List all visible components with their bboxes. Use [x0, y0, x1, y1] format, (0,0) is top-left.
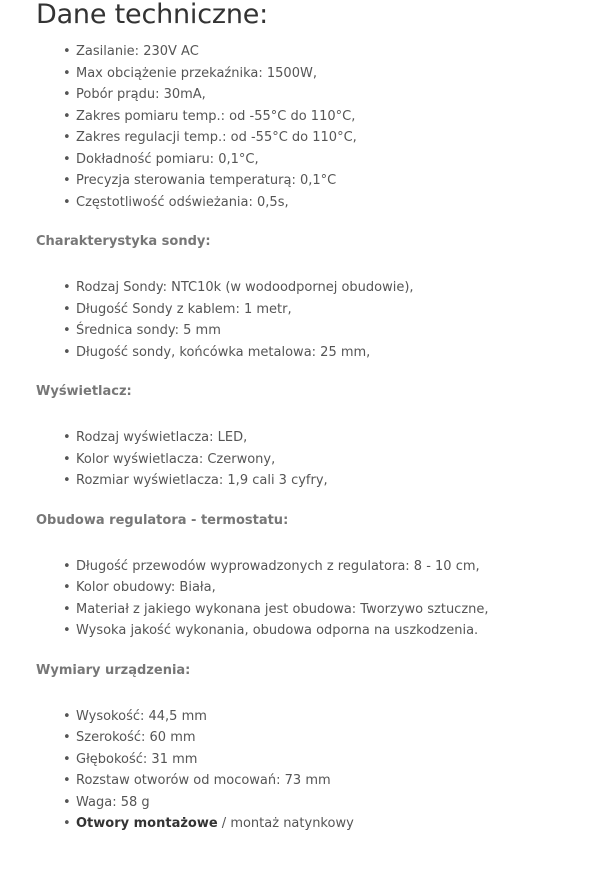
page-title: Dane techniczne: [36, 0, 269, 30]
probe-list [36, 277, 600, 363]
list-item: • Precyzja sterowania temperaturą: 0,1°C [76, 170, 600, 192]
list-item: • Głębokość: 31 mm [76, 749, 600, 771]
section-heading-housing: Obudowa regulatora - termostatu: [36, 512, 289, 528]
list-item-mounting [76, 813, 600, 835]
mounting-label: Otwory montażowe [76, 816, 218, 831]
list-item: • Dokładność pomiaru: 0,1°C, [76, 149, 600, 171]
list-item: • Rodzaj Sondy: NTC10k (w wodoodpornej obudowie), [76, 277, 600, 299]
list-item: • Rozstaw otworów od mocowań: 73 mm [76, 770, 600, 792]
list-item: • Waga: 58 g [76, 792, 600, 814]
intro-list [36, 41, 600, 213]
dimensions-list [36, 706, 600, 835]
list-item: • Zakres pomiaru temp.: od -55°C do 110°C, [76, 106, 600, 128]
list-item: • Zasilanie: 230V AC [76, 41, 600, 63]
list-item: • Rozmiar wyświetlacza: 1,9 cali 3 cyfry, [76, 470, 600, 492]
display-list [36, 427, 600, 492]
list-item: • Wysoka jakość wykonania, obudowa odporna na uszkodzenia. [76, 620, 600, 642]
section-heading-probe: Charakterystyka sondy: [36, 234, 211, 249]
list-item: • Szerokość: 60 mm [76, 727, 600, 749]
list-item: • Średnica sondy: 5 mm [76, 320, 600, 342]
list-item: • Długość sondy, końcówka metalowa: 25 mm, [76, 342, 600, 364]
list-item: • Kolor wyświetlacza: Czerwony, [76, 449, 600, 471]
list-item: • Długość Sondy z kablem: 1 metr, [76, 299, 600, 321]
section-heading-display: Wyświetlacz: [36, 384, 132, 399]
list-item: • Zakres regulacji temp.: od -55°C do 110°C, [76, 127, 600, 149]
mounting-value: / montaż natynkowy [217, 816, 354, 831]
section-heading-dimensions: Wymiary urządzenia: [36, 662, 191, 678]
list-item: • Wysokość: 44,5 mm [76, 706, 600, 728]
list-item: • Kolor obudowy: Biała, [76, 577, 600, 599]
list-item: • Długość przewodów wyprowadzonych z regulatora: 8 - 10 cm, [76, 556, 600, 578]
list-item: • Materiał z jakiego wykonana jest obudowa: Tworzywo sztuczne, [76, 599, 600, 621]
list-item: • Rodzaj wyświetlacza: LED, [76, 427, 600, 449]
list-item: • Max obciążenie przekaźnika: 1500W, [76, 63, 600, 85]
list-item: • Pobór prądu: 30mA, [76, 84, 600, 106]
housing-list [36, 556, 600, 642]
list-item: • Częstotliwość odświeżania: 0,5s, [76, 192, 600, 214]
